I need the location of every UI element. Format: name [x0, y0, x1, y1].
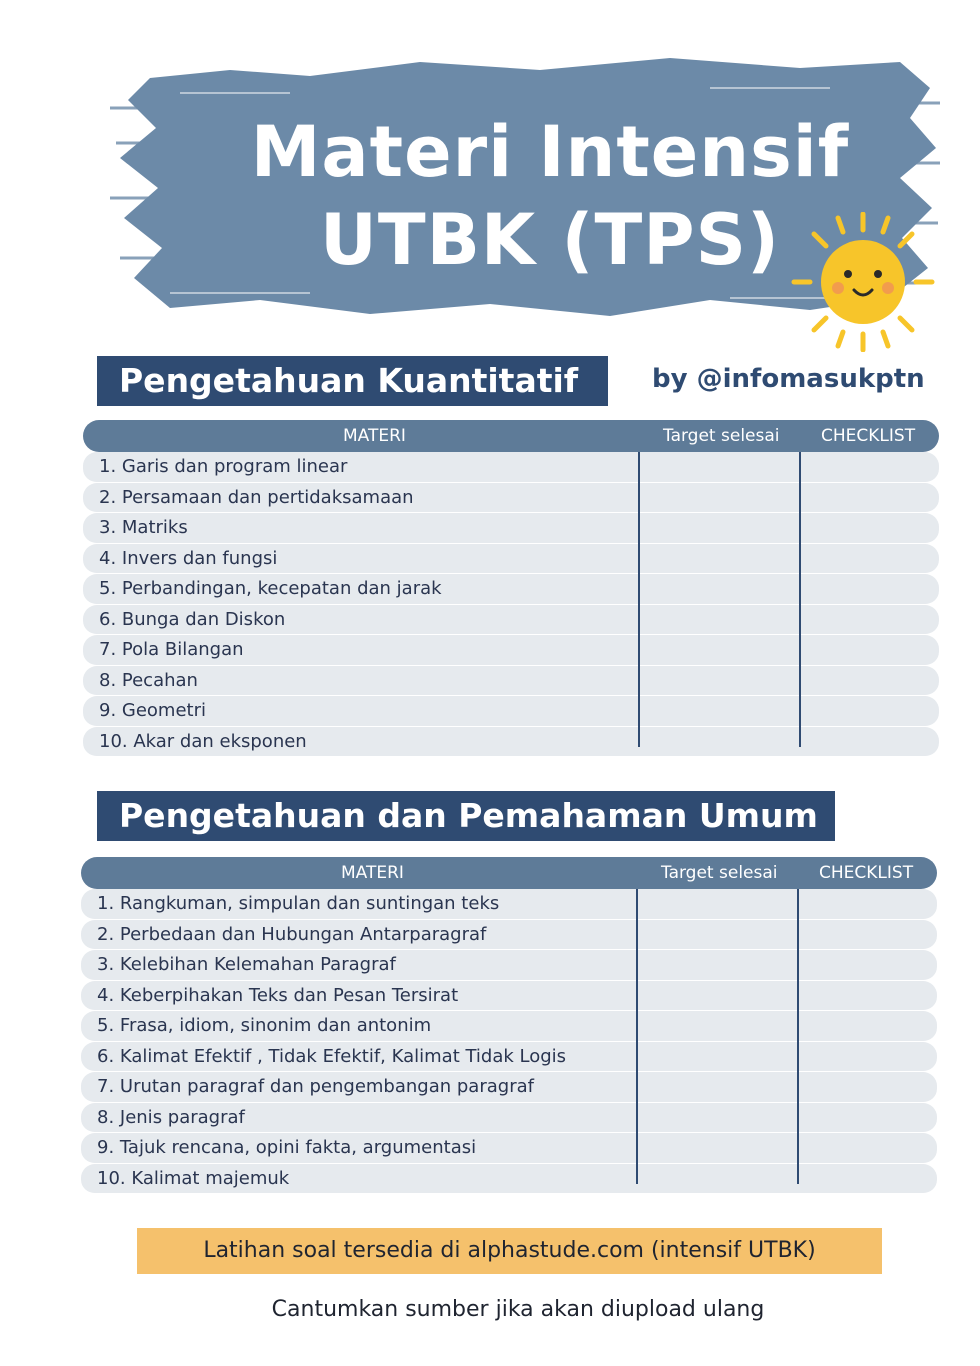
column-divider [797, 889, 799, 1184]
table-row [81, 950, 937, 981]
table-row [81, 920, 937, 951]
table-row [83, 513, 939, 544]
header-materi: MATERI [341, 863, 404, 883]
row-label: 5. Frasa, idiom, sinonim dan antonim [97, 1015, 432, 1036]
column-divider [638, 452, 640, 747]
row-label: 9. Geometri [99, 700, 206, 721]
row-label: 1. Rangkuman, simpulan dan suntingan teks [97, 893, 500, 914]
row-label: 1. Garis dan program linear [99, 456, 348, 477]
table-row [83, 727, 939, 758]
row-label: 2. Perbedaan dan Hubungan Antarparagraf [97, 923, 487, 945]
row-label: 10. Kalimat majemuk [97, 1167, 290, 1189]
row-label: 8. Jenis paragraf [97, 1106, 245, 1128]
row-label: 2. Persamaan dan pertidaksamaan [99, 486, 414, 508]
row-label: 7. Pola Bilangan [99, 639, 244, 660]
row-label: 10. Akar dan eksponen [99, 730, 307, 752]
smiling-sun-icon [788, 212, 938, 352]
row-label: 3. Matriks [99, 517, 188, 538]
row-label: 6. Bunga dan Diskon [99, 608, 286, 630]
row-label: 3. Kelebihan Kelemahan Paragraf [97, 954, 396, 975]
column-divider [799, 452, 801, 747]
table-row [81, 1072, 937, 1103]
table-header [83, 420, 939, 452]
table-row [81, 1133, 937, 1164]
column-divider [636, 889, 638, 1184]
section-title-general: Pengetahuan dan Pemahaman Umum [97, 791, 835, 841]
table-row [81, 1042, 937, 1073]
table-row [81, 1164, 937, 1195]
practice-link-banner: Latihan soal tersedia di alphastude.com (intensif UTBK) [137, 1228, 882, 1274]
table-row [81, 981, 937, 1012]
header-checklist: CHECKLIST [821, 426, 916, 446]
row-label: 9. Tajuk rencana, opini fakta, argumentasi [97, 1137, 477, 1158]
table-row [83, 666, 939, 697]
table-row [83, 574, 939, 605]
row-label: 8. Pecahan [99, 669, 198, 691]
table-row [83, 452, 939, 483]
quantitative-table [83, 420, 939, 757]
table-row [83, 544, 939, 575]
source-note: Cantumkan sumber jika akan diupload ulang [271, 1297, 765, 1322]
table-row [83, 605, 939, 636]
header-target: Target selesai [663, 426, 780, 446]
header-materi: MATERI [343, 426, 406, 446]
title-line-1: Materi Intensif [250, 111, 850, 193]
table-row [83, 483, 939, 514]
table-row [81, 1011, 937, 1042]
table-row [83, 635, 939, 666]
table-row [81, 1103, 937, 1134]
header-target: Target selesai [661, 863, 778, 883]
row-label: 7. Urutan paragraf dan pengembangan paragraf [97, 1076, 534, 1097]
header-checklist: CHECKLIST [819, 863, 914, 883]
row-label: 4. Invers dan fungsi [99, 547, 278, 569]
table-header [81, 857, 937, 889]
table-row [81, 889, 937, 920]
table-row [83, 696, 939, 727]
section-title-quantitative: Pengetahuan Kuantitatif [97, 356, 608, 406]
row-label: 4. Keberpihakan Teks dan Pesan Tersirat [97, 984, 459, 1006]
row-label: 6. Kalimat Efektif , Tidak Efektif, Kalimat Tidak Logis [97, 1045, 567, 1067]
row-label: 5. Perbandingan, kecepatan dan jarak [99, 578, 442, 599]
title-line-2: UTBK (TPS) [319, 199, 780, 281]
general-table [81, 857, 937, 1194]
byline: by @infomasukptn [652, 364, 925, 394]
